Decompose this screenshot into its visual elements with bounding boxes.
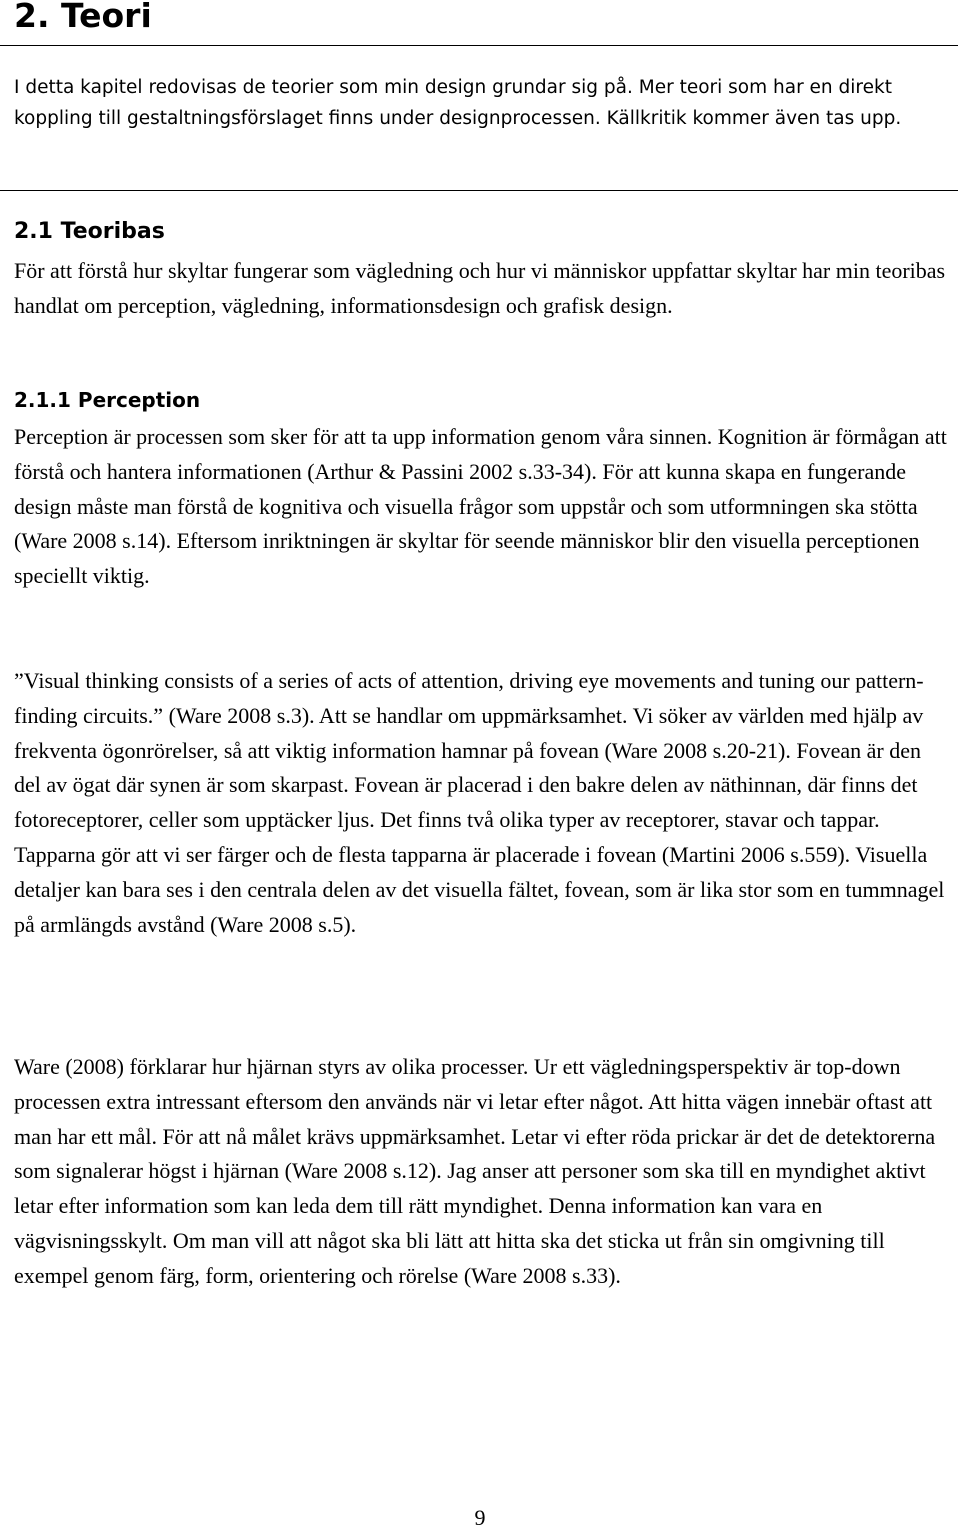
section-paragraph: För att förstå hur skyltar fungerar som vägledning och hur vi människor uppfattar skyltar har min teoribas handlat om perception, vägledning, informationsdesign och grafisk design. — [14, 258, 946, 318]
intro-paragraph: I detta kapitel redovisas de teorier som min design grundar sig på. Mer teori som har en direkt koppling till gestaltningsförslaget finns under designprocessen. Källkritik kommer även tas upp. — [14, 77, 902, 129]
chapter-heading: 2. Teori — [14, 0, 152, 35]
subsection-heading: 2.1.1 Perception — [14, 388, 201, 412]
page-number: 9 — [474, 1505, 486, 1530]
perception-paragraph: Perception är processen som sker för att ta upp information genom våra sinnen. Kognition är förmågan att förstå och hantera informationen (Arthur & Passini 2002 s.33-34). För att kunna skapa en fungerande design måste man förstå de kognitiva och visuella frågor som uppstår och som utformningen ska stötta (Ware 2008 s.14). Eftersom inriktningen är skyltar för seende människor blir den visuella perceptionen speciellt viktig. — [14, 424, 947, 589]
section-heading: 2.1 Teoribas — [14, 219, 165, 244]
top-down-paragraph: Ware (2008) förklarar hur hjärnan styrs av olika processer. Ur ett vägledningsperspektiv är top-down processen extra intressant eftersom den används när vi letar efter något. Att hitta vägen innebär oftast att man har ett mål. För att nå målet krävs uppmärksamhet. Letar vi efter röda prickar är det de detektorerna som signalerar högst i hjärnan (Ware 2008 s.12). Jag anser att personer som ska till en myndighet aktivt letar efter information som kan leda dem till rätt myndighet. Denna information kan vara en vägvisningsskylt. Om man vill att något ska bli lätt att hitta ska det sticka ut från sin omgivning till exempel genom färg, form, orientering och rörelse (Ware 2008 s.33). — [14, 1054, 936, 1288]
heading-divider — [0, 45, 958, 46]
visual-thinking-paragraph: ”Visual thinking consists of a series of acts of attention, driving eye movements and tuning our pattern-finding circuits.” (Ware 2008 s.3). Att se handlar om uppmärksamhet. Vi söker av världen med hjälp av frekventa ögonrörelser, så att viktig information hamnar på fovean (Ware 2008 s.20-21). Fovean är den del av ögat där synen är som skarpast. Fovean är placerad i den bakre delen av näthinnan, där finns det fotoreceptorer, celler som upptäcker ljus. Det finns två olika typer av receptorer, stavar och tappar. Tapparna gör att vi ser färger och de flesta tapparna är placerade i fovean (Martini 2006 s.559). Visuella detaljer kan bara ses i den centrala delen av det visuella fältet, fovean, som är lika stor som en tummnagel på armlängds avstånd (Ware 2008 s.5). — [14, 668, 945, 937]
section-divider — [0, 190, 958, 191]
